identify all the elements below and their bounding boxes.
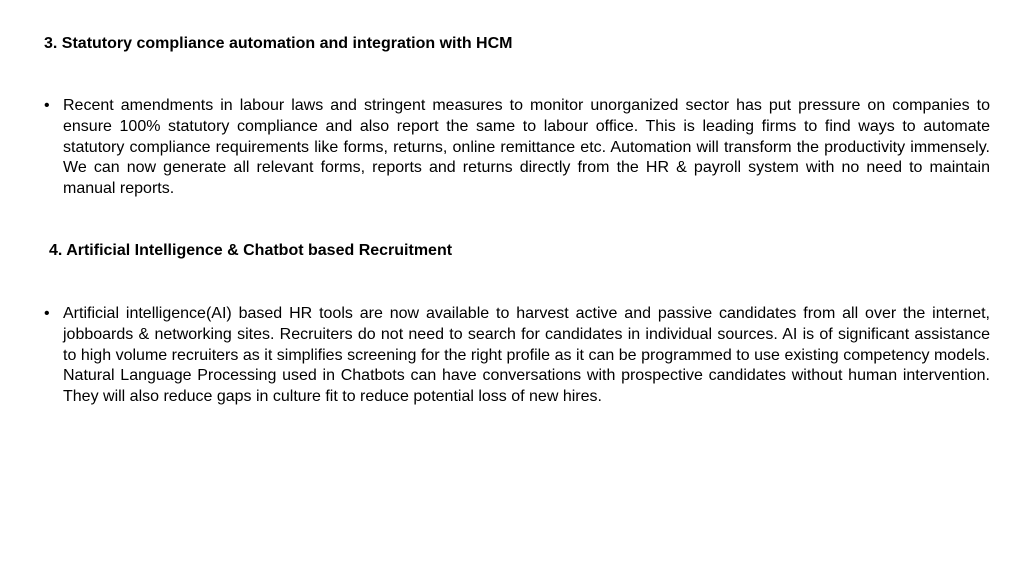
bullet-row xyxy=(44,96,990,200)
bullet-item-statutory-compliance xyxy=(44,96,990,200)
section-heading-statutory-compliance: 3. Statutory compliance automation and integration with HCM xyxy=(44,35,513,52)
bullet-paragraph: Recent amendments in labour laws and stringent measures to monitor unorganized sector has put pressure on companies to ensure 100% statutory compliance and also report the same to labour office. This is leading firms to find ways to automate statutory compliance requirements like forms, returns, online remittance etc. Automation will transform the productivity immensely. We can now generate all relevant forms, reports and returns directly from the HR & payroll system with no need to maintain manual reports. xyxy=(63,97,990,198)
bullet-item-ai-chatbot-recruitment xyxy=(44,304,990,408)
bullet-icon: • xyxy=(44,305,50,322)
bullet-row xyxy=(44,304,990,408)
section-heading-ai-chatbot-recruitment: 4. Artificial Intelligence & Chatbot based Recruitment xyxy=(49,242,453,259)
bullet-icon: • xyxy=(44,97,50,114)
bullet-paragraph: Artificial intelligence(AI) based HR tools are now available to harvest active and passive candidates from all over the internet, jobboards & networking sites. Recruiters do not need to search for candidates in individual sources. AI is of significant assistance to high volume recruiters as it simplifies screening for the right profile as it can be programmed to use existing competency models. Natural Language Processing used in Chatbots can have conversations with prospective candidates without human intervention. They will also reduce gaps in culture fit to reduce potential loss of new hires. xyxy=(63,305,990,406)
